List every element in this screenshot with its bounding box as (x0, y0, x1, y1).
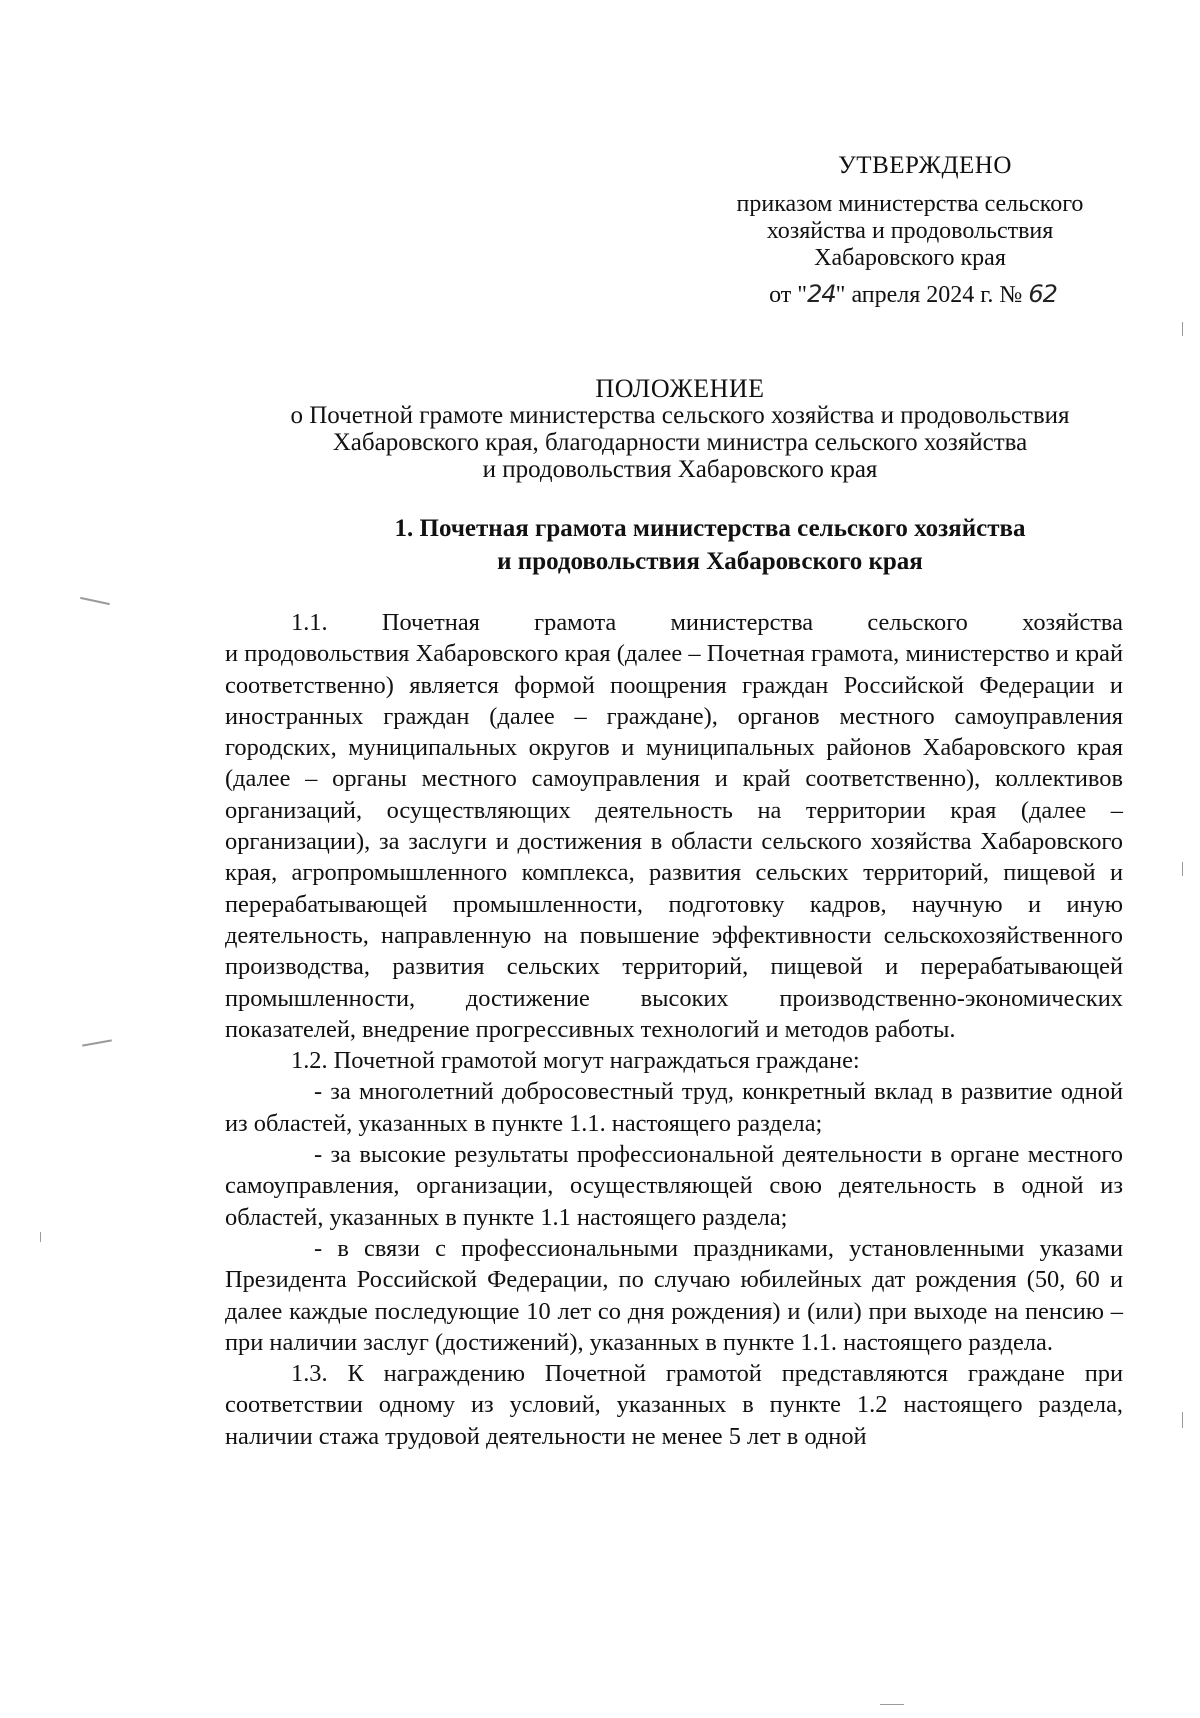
section-1-line-2: и продовольствия Хабаровского края (497, 548, 923, 575)
scan-artifact (1182, 862, 1183, 876)
order-number-handwritten: 62 (1028, 280, 1057, 308)
word: хозяйства (1022, 609, 1123, 636)
paragraph-1-2: 1.2. Почетной грамотой могут награждаться граждане: (291, 1047, 860, 1075)
approval-line-1: приказом министерства сельского (736, 191, 1084, 217)
list-item: - за высокие результаты профессиональной деятельности в органе местного самоуправления, организации, осуществляющей свою деятельность в одной из областей, указанных в пункте 1.1 настоящего раздела; (225, 1141, 1123, 1231)
date-middle: " апреля 2024 г. № (835, 282, 1023, 308)
approval-date (696, 281, 1130, 309)
list-item: - в связи с профессиональными праздниками, установленными указами Президента Российской Федерации, по случаю юбилейных дат рождения (50, 60 и далее каждые последующие 10 лет со дня рождения) и (или) при выходе на пенсию – при наличии заслуг (достижений), указанных в пункте 1.1. настоящего раздела. (225, 1234, 1123, 1356)
heading-line-3: и продовольствия Хабаровского края (482, 456, 878, 483)
scan-artifact (80, 597, 110, 605)
date-prefix: от " (769, 282, 808, 308)
paragraph-1-rest: и продовольствия Хабаровского края (далее – Почетная грамота, министерство и край соответственно) является формой поощрения граждан Российской Федерации и иностранных граждан (далее – граждане), органов местного самоуправления городских, муниципальных округов и муниципальных районов Хабаровского края (далее – органы местного самоуправления и край соответственно), коллективов организаций, осуществляющих деятельность на территории края (далее – организации), за заслуги и достижения в области сельского хозяйства Хабаровского края, агропромышленного комплекса, развития сельских территорий, пищевой и перерабатывающей промышленности, подготовку кадров, научную и иную деятельность, направленную на повышение эффективности сельскохозяйственного производства, развития сельских территорий, пищевой и перерабатывающей промышленности, достижение высоких производственно-экономических показателей, внедрение прогрессивных технологий и методов работы. (225, 640, 1123, 1043)
approval-block (690, 152, 1130, 309)
paragraph-1-first-line (225, 607, 1123, 638)
date-day-handwritten: 24 (807, 280, 836, 308)
list-item: - за многолетний добросовестный труд, конкретный вклад в развитие одной из областей, указанных в пункте 1.1. настоящего раздела; (225, 1078, 1123, 1137)
heading-title: ПОЛОЖЕНИЕ (595, 374, 765, 403)
section-1-line-1: 1. Почетная грамота министерства сельского хозяйства (394, 515, 1026, 542)
scan-artifact (82, 1039, 112, 1046)
paragraph-1-3: 1.3. К награждению Почетной грамотой представляются граждане при соответствии одному из условий, указанных в пункте 1.2 настоящего раздела, наличии стажа трудовой деятельности не менее 5 лет в одной (225, 1360, 1123, 1450)
word: сельского (867, 609, 968, 636)
scan-artifact (1182, 1412, 1183, 1428)
document-body (225, 607, 1123, 1452)
approval-title: УТВЕРЖДЕНО (838, 152, 1012, 179)
document-heading (220, 375, 1140, 483)
approval-line-2: хозяйства и продовольствия (766, 218, 1054, 244)
section-1-title (330, 512, 1090, 578)
heading-line-1: о Почетной грамоте министерства сельского хозяйства и продовольствия (290, 402, 1070, 429)
word: Почетная (381, 609, 480, 636)
approval-line-3: Хабаровского края (814, 245, 1006, 271)
scan-artifact (40, 1232, 41, 1242)
scan-artifact (1182, 322, 1183, 336)
heading-line-2: Хабаровского края, благодарности министра сельского хозяйства (332, 429, 1028, 456)
word: министерства (670, 609, 814, 636)
word: грамота (534, 609, 617, 636)
scan-artifact (880, 1704, 904, 1705)
word: 1.1. (291, 609, 328, 636)
